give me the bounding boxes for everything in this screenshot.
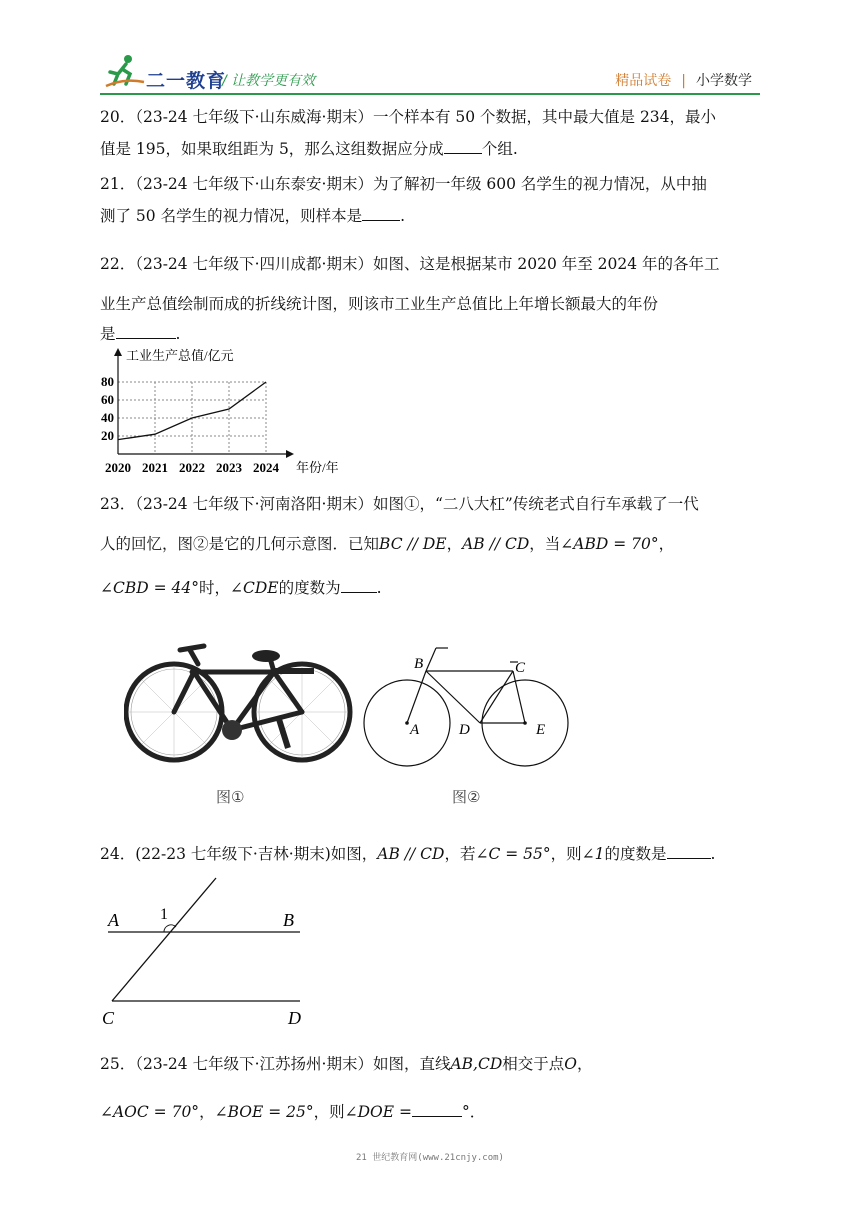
chart-xtick-label: 2024	[253, 460, 279, 475]
q21-line2: 测了 50 名学生的视力情况，则样本是 .	[100, 200, 770, 232]
chart-ytick-label: 20	[101, 428, 114, 443]
q22-line2: 业生产总值绘制而成的折线统计图，则该市工业生产总值比上年增长额最大的年份	[100, 295, 659, 313]
q23-line2: 人的回忆，图②是它的几何示意图．已知BC // DE，AB // CD，当∠ABD = 70°，	[100, 535, 675, 553]
header-subject: 小学数学	[696, 73, 752, 89]
fig2-label-C: C	[515, 660, 526, 676]
slogan: / 让教学更有效	[222, 73, 316, 89]
fig2-label-A: A	[410, 722, 420, 738]
q23-line1: 23．（23-24 七年级下·河南洛阳·期末）如图①，“二八大杠”传统老式自行车承载了一代	[100, 495, 699, 513]
fig2-label-E: E	[536, 722, 546, 738]
page-footer: 21 世纪教育网(www.21cnjy.com)	[356, 1153, 504, 1163]
header-right	[615, 70, 752, 90]
q23-line3: ∠CBD = 44°时，∠CDE的度数为 .	[100, 572, 770, 604]
q22-line1: 22．（23-24 七年级下·四川成都·期末）如图、这是根据某市 2020 年至 2024 年的各年工	[100, 255, 720, 273]
line-chart	[96, 344, 396, 480]
logo-text: 二一教育	[146, 70, 227, 92]
answer-blank[interactable]	[444, 135, 482, 154]
fig2-label-D: D	[459, 722, 470, 738]
header-divider	[100, 93, 760, 95]
q21-line1: 21．（23-24 七年级下·山东泰安·期末）为了解初一年级 600 名学生的视力情况，从中抽	[100, 175, 707, 193]
chart-xtick-label: 2021	[142, 460, 168, 475]
chart-ylabel: 工业生产总值/亿元	[126, 348, 234, 363]
header-category: 精品试卷	[615, 73, 672, 89]
page-header	[0, 0, 860, 100]
q20-line2: 值是 195，如果取组距为 5，那么这组数据应分成 个组.	[100, 133, 770, 165]
fig1-caption: 图①	[216, 788, 245, 806]
fig24-label-C: C	[102, 1008, 115, 1028]
chart-ytick-label: 40	[101, 410, 114, 425]
q20-line1: 20．（23-24 七年级下·山东威海·期末）一个样本有 50 个数据，其中最大值是 234，最小	[100, 108, 717, 126]
bicycle-photo	[124, 630, 354, 770]
answer-blank[interactable]	[667, 840, 711, 859]
chart-xtick-label: 2020	[105, 460, 131, 475]
chart-ytick-label: 60	[101, 392, 114, 407]
question-21	[100, 168, 770, 232]
q25-line1: 25．（23-24 七年级下·江苏扬州·期末）如图，直线AB,CD相交于点O，	[100, 1055, 593, 1073]
question-20	[100, 101, 770, 165]
header-separator: |	[681, 73, 686, 89]
answer-blank[interactable]	[412, 1098, 462, 1117]
chart-ytick-label: 80	[101, 374, 114, 389]
answer-blank[interactable]	[362, 202, 400, 221]
chart-xtick-label: 2022	[179, 460, 205, 475]
chart-xtick-label: 2023	[216, 460, 242, 475]
question-22	[100, 244, 770, 324]
q25-line2: ∠AOC = 70°，∠BOE = 25°，则∠DOE = °．	[100, 1088, 770, 1136]
fig24-label-D: D	[288, 1008, 301, 1028]
answer-blank[interactable]	[116, 320, 176, 339]
answer-blank[interactable]	[341, 574, 377, 593]
runner-logo-icon	[104, 52, 146, 90]
fig2-label-B: B	[414, 656, 424, 672]
fig24-label-B: B	[283, 910, 294, 930]
bicycle-geometry-diagram	[360, 640, 574, 780]
question-25	[100, 1040, 770, 1136]
question-24: 24．(22-23 七年级下·吉林·期末)如图，AB // CD，若∠C = 55°，则∠1的度数是 .	[100, 838, 770, 870]
fig24-label-1: 1	[160, 906, 168, 923]
question-23	[100, 484, 770, 564]
parallel-lines-diagram	[100, 874, 320, 1032]
q22-line3: 是 .	[100, 318, 770, 350]
chart-xlabel: 年份/年	[296, 460, 339, 475]
fig2-caption: 图②	[452, 788, 481, 806]
fig24-label-A: A	[108, 910, 119, 930]
